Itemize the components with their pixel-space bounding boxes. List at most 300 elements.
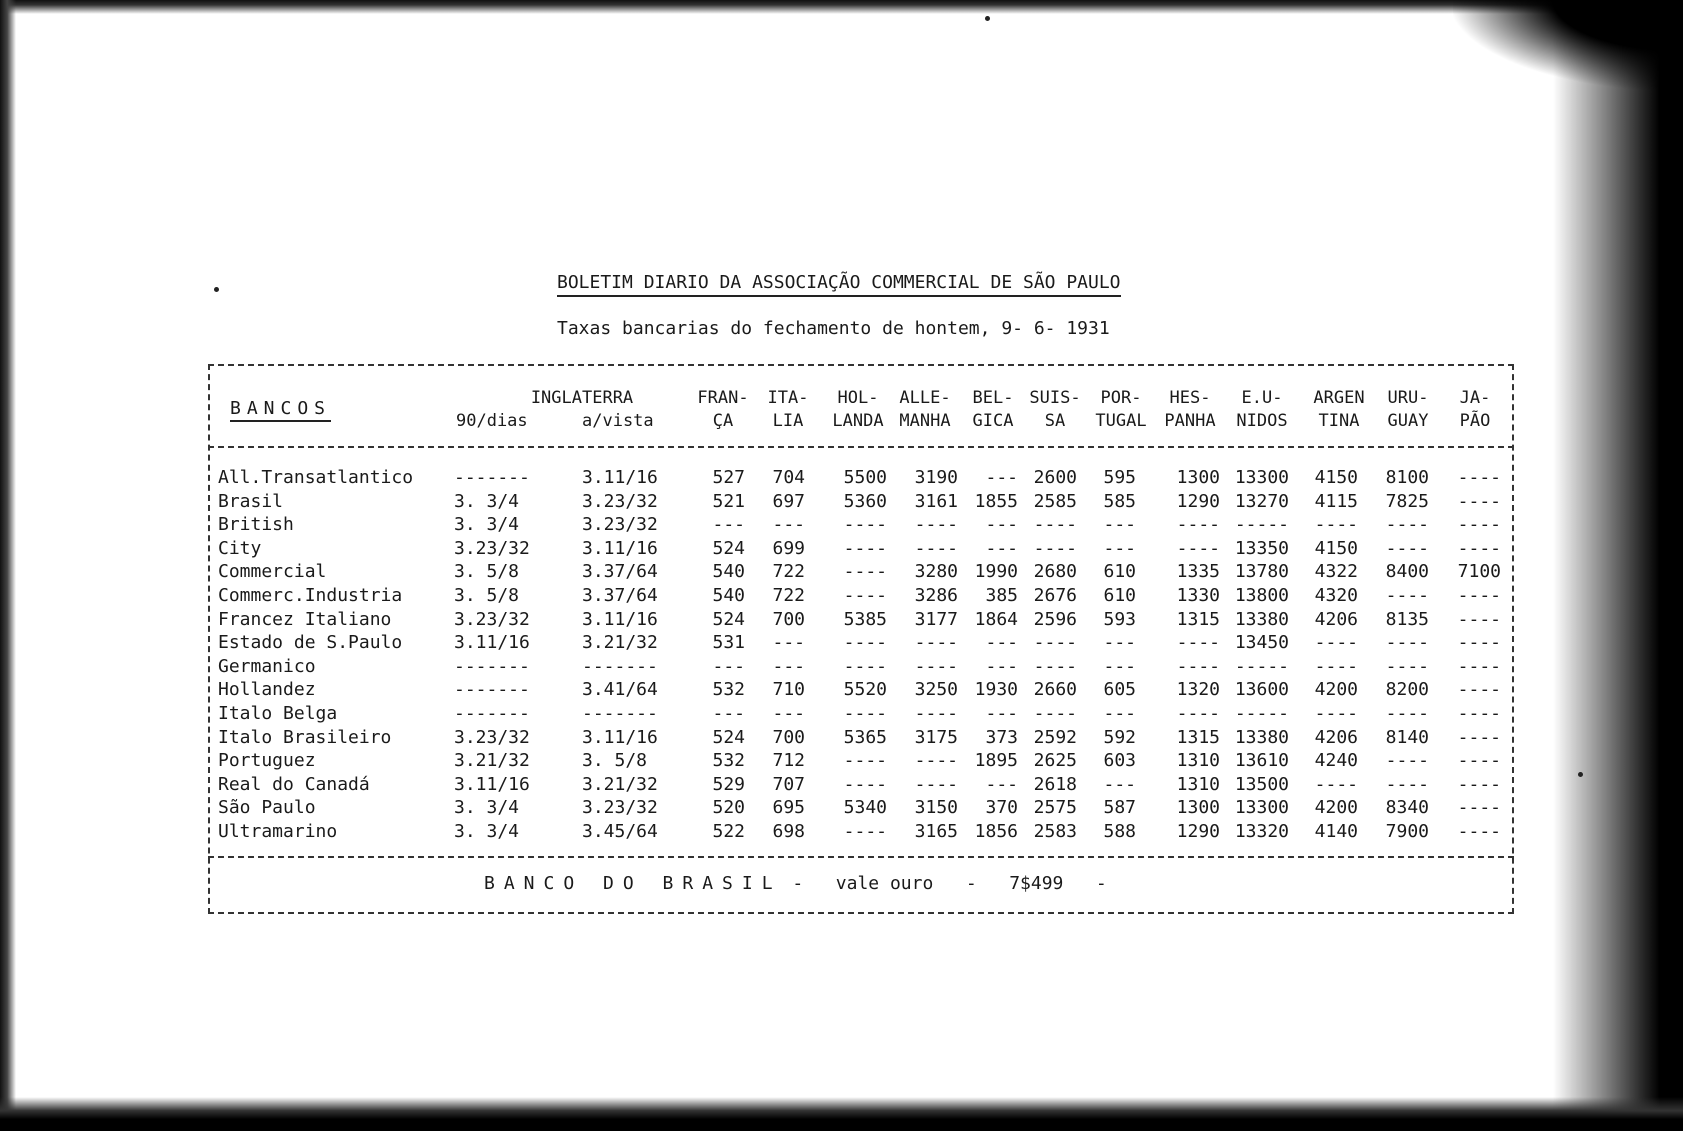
rate-cell: 4200 — [1314, 679, 1358, 701]
footer-sep: - — [1095, 873, 1107, 894]
rate-90-dias: 3. 3/4 — [454, 490, 520, 512]
rate-90-dias: ------- — [454, 679, 530, 701]
rate-cell: 4206 — [1314, 726, 1358, 748]
table-row — [0, 466, 1683, 489]
bank-name: Real do Canadá — [218, 773, 370, 795]
bank-name: Commercial — [218, 561, 327, 583]
rate-cell: ---- — [1314, 773, 1358, 795]
footer-sep: - — [965, 873, 977, 894]
rate-cell: ---- — [914, 514, 958, 536]
table-row — [0, 796, 1683, 819]
header-90-dias: 90/dias — [456, 411, 528, 431]
rate-cell: 1310 — [1176, 773, 1220, 795]
header-country-line2: GICA — [972, 411, 1014, 431]
rate-90-dias: 3.21/32 — [454, 750, 530, 772]
rate-cell: 1300 — [1176, 797, 1220, 819]
rate-cell: 8135 — [1385, 608, 1429, 630]
rate-cell: ---- — [1457, 703, 1501, 724]
rate-cell: ---- — [1457, 750, 1501, 772]
rate-cell: ---- — [1457, 608, 1501, 630]
rate-cell: 699 — [772, 537, 805, 559]
header-country-line1: FRAN- — [697, 388, 749, 408]
bank-name: Brasil — [218, 490, 284, 512]
rate-cell: 700 — [772, 726, 805, 748]
rate-cell: 3150 — [914, 797, 958, 819]
rate-cell: ---- — [843, 561, 887, 583]
rate-cell: 3190 — [914, 467, 958, 488]
rate-90-dias: 3.11/16 — [454, 632, 530, 654]
rate-cell: 603 — [1103, 750, 1136, 772]
table-row — [0, 726, 1683, 749]
header-country-line2: TUGAL — [1095, 411, 1147, 431]
rate-cell: --- — [772, 632, 805, 654]
rate-cell: ---- — [1176, 703, 1220, 724]
scan-edge-bottom — [0, 1097, 1683, 1131]
rate-cell: ---- — [1385, 655, 1429, 677]
rate-cell: 2618 — [1033, 773, 1077, 795]
rate-cell: 370 — [985, 797, 1018, 819]
table-row — [0, 537, 1683, 560]
bank-name: Italo Brasileiro — [218, 726, 392, 748]
footer-line — [484, 873, 1107, 894]
rate-cell: ---- — [1457, 537, 1501, 559]
rate-a-vista: 3.37/64 — [582, 561, 658, 583]
rate-cell: ---- — [1033, 632, 1077, 654]
table-row — [0, 631, 1683, 654]
rate-cell: ---- — [1385, 537, 1429, 559]
rate-cell: 13780 — [1234, 561, 1289, 583]
rate-cell: 531 — [712, 632, 745, 654]
rate-cell: 13800 — [1234, 585, 1289, 606]
rate-90-dias: 3. 5/8 — [454, 561, 520, 583]
rate-a-vista: ------- — [582, 655, 658, 677]
rate-cell: ---- — [1457, 655, 1501, 677]
rate-cell: ---- — [1176, 632, 1220, 654]
rate-cell: ---- — [843, 655, 887, 677]
rate-cell: ---- — [1457, 490, 1501, 512]
header-country-line2: MANHA — [899, 411, 951, 431]
rate-cell: ---- — [1457, 585, 1501, 606]
rate-cell: 1864 — [974, 608, 1018, 630]
rate-cell: --- — [712, 514, 745, 536]
rate-cell: 13270 — [1234, 490, 1289, 512]
rate-cell: --- — [985, 655, 1018, 677]
rate-cell: --- — [985, 703, 1018, 724]
bank-name: All.Transatlantico — [218, 467, 414, 488]
table-row — [0, 820, 1683, 843]
header-country-line1: ALLE- — [899, 388, 951, 408]
table-row — [0, 749, 1683, 772]
rate-cell: ---- — [1176, 537, 1220, 559]
rate-cell: 524 — [712, 537, 745, 559]
rate-a-vista: 3. 5/8 — [582, 750, 648, 772]
rate-cell: 1855 — [974, 490, 1018, 512]
rate-cell: 1300 — [1176, 467, 1220, 488]
rate-cell: ---- — [914, 750, 958, 772]
document-subtitle: Taxas bancarias do fechamento de hontem, 9- 6- 1931 — [557, 318, 1110, 339]
rate-cell: ----- — [1234, 655, 1289, 677]
bank-name: City — [218, 537, 262, 559]
rate-cell: 2575 — [1033, 797, 1077, 819]
rate-a-vista: ------- — [582, 703, 658, 724]
bank-name: Commerc.Industria — [218, 585, 403, 606]
rate-cell: 588 — [1103, 821, 1136, 842]
rate-cell: 13600 — [1234, 679, 1289, 701]
header-country-line2: PÃO — [1459, 411, 1491, 431]
rate-cell: 4200 — [1314, 797, 1358, 819]
rate-cell: ---- — [914, 655, 958, 677]
rate-cell: 4140 — [1314, 821, 1358, 842]
rate-cell: 7100 — [1457, 561, 1501, 583]
rate-cell: 4240 — [1314, 750, 1358, 772]
rate-cell: 2583 — [1033, 821, 1077, 842]
rate-cell: 3280 — [914, 561, 958, 583]
header-country-line1: ITA- — [767, 388, 809, 408]
header-a-vista: a/vista — [582, 411, 654, 431]
rate-cell: ---- — [843, 632, 887, 654]
rate-a-vista: 3.11/16 — [582, 726, 658, 748]
rate-cell: 532 — [712, 679, 745, 701]
header-country-line2: LANDA — [832, 411, 884, 431]
header-country-line2: GUAY — [1387, 411, 1429, 431]
footer-value: 7$499 — [1009, 873, 1064, 894]
rate-a-vista: 3.11/16 — [582, 537, 658, 559]
bank-name: Estado de S.Paulo — [218, 632, 403, 654]
footer-divider — [208, 856, 1514, 858]
rate-cell: ---- — [1314, 632, 1358, 654]
rate-cell: --- — [1103, 773, 1136, 795]
rate-cell: --- — [712, 703, 745, 724]
rate-cell: 5520 — [843, 679, 887, 701]
rate-90-dias: 3. 3/4 — [454, 514, 520, 536]
rate-cell: 4150 — [1314, 537, 1358, 559]
rate-cell: 532 — [712, 750, 745, 772]
rate-cell: --- — [985, 537, 1018, 559]
rate-cell: ---- — [914, 632, 958, 654]
rate-cell: ---- — [1033, 537, 1077, 559]
scan-edge-corner — [1453, 0, 1683, 90]
footer-label: vale ouro — [835, 873, 934, 894]
rate-cell: 1895 — [974, 750, 1018, 772]
rate-cell: 4206 — [1314, 608, 1358, 630]
rate-cell: 610 — [1103, 561, 1136, 583]
rate-cell: 7825 — [1385, 490, 1429, 512]
rate-cell: 529 — [712, 773, 745, 795]
rate-cell: ---- — [843, 537, 887, 559]
table-row — [0, 773, 1683, 796]
rate-cell: 13300 — [1234, 467, 1289, 488]
table-row — [0, 678, 1683, 701]
rate-cell: --- — [1103, 655, 1136, 677]
header-country-line1: JA- — [1459, 388, 1491, 408]
rate-cell: 3286 — [914, 585, 958, 606]
rate-90-dias: 3. 3/4 — [454, 821, 520, 842]
rate-cell: 5385 — [843, 608, 887, 630]
rate-cell: ---- — [1033, 655, 1077, 677]
rate-cell: 1930 — [974, 679, 1018, 701]
rate-cell: 2592 — [1033, 726, 1077, 748]
rate-cell: 3161 — [914, 490, 958, 512]
rate-cell: --- — [772, 514, 805, 536]
rate-cell: 695 — [772, 797, 805, 819]
rate-90-dias: 3.11/16 — [454, 773, 530, 795]
rate-90-dias: 3.23/32 — [454, 537, 530, 559]
rate-cell: --- — [1103, 703, 1136, 724]
rate-cell: 5365 — [843, 726, 887, 748]
rate-cell: 1315 — [1176, 608, 1220, 630]
rate-cell: ---- — [843, 585, 887, 606]
rate-cell: 13380 — [1234, 726, 1289, 748]
rate-cell: ---- — [1457, 679, 1501, 701]
rate-90-dias: 3. 5/8 — [454, 585, 520, 606]
rate-cell: ---- — [914, 537, 958, 559]
header-bancos: BANCOS — [230, 398, 331, 422]
header-country-line2: ÇA — [712, 411, 734, 431]
bank-name: Ultramarino — [218, 821, 338, 842]
rate-cell: 3175 — [914, 726, 958, 748]
rate-cell: 522 — [712, 821, 745, 842]
rate-cell: ---- — [1457, 467, 1501, 488]
rate-90-dias: ------- — [454, 655, 530, 677]
rate-cell: 3165 — [914, 821, 958, 842]
rate-cell: 605 — [1103, 679, 1136, 701]
rate-cell: --- — [772, 655, 805, 677]
rate-cell: 1330 — [1176, 585, 1220, 606]
rate-cell: ---- — [1314, 655, 1358, 677]
rate-cell: 373 — [985, 726, 1018, 748]
rate-cell: ---- — [843, 821, 887, 842]
rate-cell: 8140 — [1385, 726, 1429, 748]
header-country-line1: HOL- — [837, 388, 879, 408]
rate-cell: 524 — [712, 608, 745, 630]
rate-cell: 2676 — [1033, 585, 1077, 606]
rate-cell: ---- — [1385, 632, 1429, 654]
rate-cell: ---- — [1033, 514, 1077, 536]
rate-a-vista: 3.11/16 — [582, 608, 658, 630]
rate-cell: 610 — [1103, 585, 1136, 606]
rate-cell: 524 — [712, 726, 745, 748]
rate-cell: 1990 — [974, 561, 1018, 583]
rate-cell: 13320 — [1234, 821, 1289, 842]
header-country-line2: LIA — [772, 411, 804, 431]
rate-cell: ---- — [1033, 703, 1077, 724]
footer-sep: - — [792, 873, 804, 894]
rate-cell: 13450 — [1234, 632, 1289, 654]
rate-cell: 13500 — [1234, 773, 1289, 795]
bank-name: Germanico — [218, 655, 316, 677]
rate-cell: ---- — [843, 773, 887, 795]
scan-speck — [985, 16, 990, 21]
rate-cell: 1315 — [1176, 726, 1220, 748]
rate-cell: 704 — [772, 467, 805, 488]
rate-cell: 2600 — [1033, 467, 1077, 488]
rate-cell: --- — [712, 655, 745, 677]
bank-name: British — [218, 514, 294, 536]
rate-cell: --- — [1103, 537, 1136, 559]
header-country-line2: PANHA — [1164, 411, 1216, 431]
rate-cell: 710 — [772, 679, 805, 701]
bank-name: Hollandez — [218, 679, 316, 701]
rate-cell: --- — [1103, 514, 1136, 536]
rate-cell: 4115 — [1314, 490, 1358, 512]
rate-cell: ----- — [1234, 703, 1289, 724]
rate-90-dias: 3.23/32 — [454, 608, 530, 630]
header-country-line2: SA — [1044, 411, 1066, 431]
rate-a-vista: 3.23/32 — [582, 514, 658, 536]
rate-cell: ---- — [1385, 585, 1429, 606]
rate-cell: 13380 — [1234, 608, 1289, 630]
rate-cell: 587 — [1103, 797, 1136, 819]
rate-cell: --- — [985, 773, 1018, 795]
rate-cell: 1856 — [974, 821, 1018, 842]
rate-cell: ---- — [914, 703, 958, 724]
rate-cell: 7900 — [1385, 821, 1429, 842]
rate-cell: ---- — [1457, 821, 1501, 842]
rate-cell: 540 — [712, 561, 745, 583]
rate-cell: ---- — [843, 750, 887, 772]
rate-cell: ---- — [1314, 703, 1358, 724]
rate-cell: 3250 — [914, 679, 958, 701]
rate-cell: ---- — [843, 703, 887, 724]
rate-cell: ---- — [1385, 773, 1429, 795]
rate-cell: 540 — [712, 585, 745, 606]
rate-a-vista: 3.21/32 — [582, 632, 658, 654]
table-row — [0, 513, 1683, 536]
rate-cell: 698 — [772, 821, 805, 842]
header-country-line1: POR- — [1100, 388, 1142, 408]
rate-cell: 5500 — [843, 467, 887, 488]
rate-cell: 1310 — [1176, 750, 1220, 772]
rate-cell: 592 — [1103, 726, 1136, 748]
rate-a-vista: 3.21/32 — [582, 773, 658, 795]
header-country-line1: ARGEN — [1313, 388, 1365, 408]
header-country-line1: SUIS- — [1029, 388, 1081, 408]
rate-90-dias: ------- — [454, 703, 530, 724]
rate-90-dias: 3. 3/4 — [454, 797, 520, 819]
rate-a-vista: 3.23/32 — [582, 490, 658, 512]
rate-cell: 527 — [712, 467, 745, 488]
table-row — [0, 655, 1683, 678]
rate-cell: 8200 — [1385, 679, 1429, 701]
rate-cell: 8400 — [1385, 561, 1429, 583]
rate-cell: 722 — [772, 561, 805, 583]
rate-a-vista: 3.37/64 — [582, 585, 658, 606]
rate-cell: ---- — [1457, 514, 1501, 536]
rate-cell: ---- — [1176, 514, 1220, 536]
rate-a-vista: 3.23/32 — [582, 797, 658, 819]
rate-cell: 8340 — [1385, 797, 1429, 819]
rate-cell: 385 — [985, 585, 1018, 606]
header-country-line1: E.U- — [1241, 388, 1283, 408]
rate-cell: 707 — [772, 773, 805, 795]
header-country-line2: TINA — [1318, 411, 1360, 431]
rate-cell: ---- — [1385, 703, 1429, 724]
table-row — [0, 584, 1683, 607]
rate-a-vista: 3.11/16 — [582, 467, 658, 488]
header-inglaterra: INGLATERRA — [530, 388, 634, 408]
rate-cell: ---- — [1457, 726, 1501, 748]
rate-cell: 1335 — [1176, 561, 1220, 583]
rate-a-vista: 3.45/64 — [582, 821, 658, 842]
header-country-line2: NIDOS — [1236, 411, 1288, 431]
rate-cell: 593 — [1103, 608, 1136, 630]
footer-bank: BANCO DO BRASIL — [484, 873, 782, 894]
rate-cell: 4322 — [1314, 561, 1358, 583]
table-row — [0, 702, 1683, 725]
rate-cell: 1290 — [1176, 490, 1220, 512]
bank-name: São Paulo — [218, 797, 316, 819]
rate-cell: ---- — [1385, 750, 1429, 772]
document-title: BOLETIM DIARIO DA ASSOCIAÇÃO COMMERCIAL DE SÃO PAULO — [557, 272, 1121, 297]
rate-90-dias: 3.23/32 — [454, 726, 530, 748]
rate-cell: 2585 — [1033, 490, 1077, 512]
rate-90-dias: ------- — [454, 467, 530, 488]
rate-cell: 700 — [772, 608, 805, 630]
rate-cell: --- — [985, 514, 1018, 536]
rate-cell: 5340 — [843, 797, 887, 819]
table-row — [0, 560, 1683, 583]
rate-cell: ---- — [843, 514, 887, 536]
rate-cell: 4320 — [1314, 585, 1358, 606]
rate-cell: 595 — [1103, 467, 1136, 488]
scan-edge-top — [0, 0, 1683, 14]
rate-cell: 712 — [772, 750, 805, 772]
rate-cell: 4150 — [1314, 467, 1358, 488]
rate-cell: 521 — [712, 490, 745, 512]
header-divider — [208, 446, 1514, 448]
rate-cell: ----- — [1234, 514, 1289, 536]
table-row — [0, 490, 1683, 513]
rate-cell: 5360 — [843, 490, 887, 512]
rate-cell: --- — [985, 632, 1018, 654]
rate-cell: ---- — [1176, 655, 1220, 677]
rate-cell: 2680 — [1033, 561, 1077, 583]
rate-cell: ---- — [1457, 632, 1501, 654]
rate-cell: ---- — [1314, 514, 1358, 536]
header-country — [1430, 387, 1520, 433]
bank-name: Portuguez — [218, 750, 316, 772]
rate-cell: 2660 — [1033, 679, 1077, 701]
rate-cell: 585 — [1103, 490, 1136, 512]
rate-cell: 1290 — [1176, 821, 1220, 842]
bank-name: Francez Italiano — [218, 608, 392, 630]
rate-cell: ---- — [914, 773, 958, 795]
rate-a-vista: 3.41/64 — [582, 679, 658, 701]
rate-cell: --- — [772, 703, 805, 724]
rate-cell: 520 — [712, 797, 745, 819]
scan-speck — [214, 287, 219, 292]
rate-cell: 3177 — [914, 608, 958, 630]
rate-cell: 697 — [772, 490, 805, 512]
rate-cell: 13300 — [1234, 797, 1289, 819]
header-country-line1: URU- — [1387, 388, 1429, 408]
table-row — [0, 608, 1683, 631]
bank-name: Italo Belga — [218, 703, 338, 724]
rate-cell: 2625 — [1033, 750, 1077, 772]
rate-cell: 1320 — [1176, 679, 1220, 701]
rate-cell: 8100 — [1385, 467, 1429, 488]
rate-cell: ---- — [1457, 797, 1501, 819]
header-country-line1: BEL- — [972, 388, 1014, 408]
rate-cell: 13610 — [1234, 750, 1289, 772]
rate-cell: 2596 — [1033, 608, 1077, 630]
rate-cell: --- — [1103, 632, 1136, 654]
rate-cell: --- — [985, 467, 1018, 488]
rate-cell: ---- — [1457, 773, 1501, 795]
header-country-line1: HES- — [1169, 388, 1211, 408]
rate-cell: ---- — [1385, 514, 1429, 536]
rate-cell: 722 — [772, 585, 805, 606]
